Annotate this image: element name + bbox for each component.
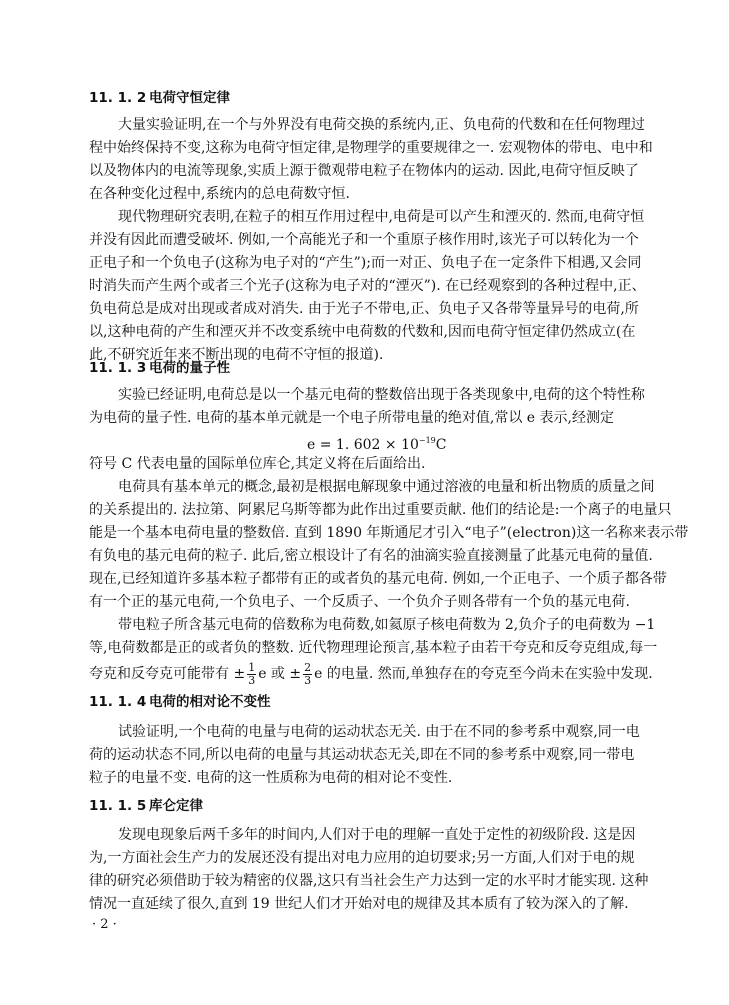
paragraph-line: 为电荷的量子性. 电荷的基本单元就是一个电子所带电量的绝对值,常以 e 表示,经测定 <box>89 410 614 426</box>
section-number: 11. 1. 5 <box>89 798 147 814</box>
paragraph-line: 正电子和一个负电子(这称为电子对的“产生”);而一对正、负电子在一定条件下相遇,又会同 <box>89 255 642 271</box>
paragraph-line: 现代物理研究表明,在粒子的相互作用过程中,电荷是可以产生和湮灭的. 然而,电荷守恒 <box>118 209 645 225</box>
equation-elementary-charge <box>307 431 447 455</box>
section-title: 电荷的量子性 <box>149 360 230 376</box>
text-segment: e 的电量. 然而,单独存在的夸克至今尚未在实验中发现. <box>314 666 653 682</box>
paragraph-line: 有负电的基元电荷的粒子. 此后,密立根设计了有名的油滴实验直接测量了此基元电荷的量值. <box>89 548 653 564</box>
paragraph-line: 能是一个基本电荷电量的整数倍. 直到 1890 年斯通尼才引入“电子”(electron)这一名称来表示带 <box>89 525 689 541</box>
paragraph-line: 此,不研究近年来不断出现的电荷不守恒的报道). <box>89 347 384 363</box>
paragraph-line-with-fractions <box>89 660 653 688</box>
paragraph-line: 时消失而产生两个或者三个光子(这称为电子对的“湮灭”). 在已经观察到的各种过程中,正、 <box>89 278 646 294</box>
fraction-two-thirds <box>303 662 312 687</box>
fraction-denominator: 3 <box>304 673 312 687</box>
paragraph-line: 以及物体内的电流等现象,实质上源于微观带电粒子在物体内的运动. 因此,电荷守恒反映了 <box>89 163 639 179</box>
paragraph-line: 律的研究必须借助于较为精密的仪器,这只有当社会生产力达到一定的水平时才能实现. 这种 <box>89 873 649 889</box>
paragraph-line: 带电粒子所含基元电荷的倍数称为电荷数,如氦原子核电荷数为 2,负介子的电荷数为 −1 <box>118 617 656 633</box>
paragraph-line: 情况一直延续了很久,直到 19 世纪人们才开始对电的规律及其本质有了较为深入的了解. <box>89 896 629 912</box>
paragraph-line: 实验已经证明,电荷总是以一个基元电荷的整数倍出现于各类现象中,电荷的这个特性称 <box>118 387 645 403</box>
paragraph-line: 的关系提出的. 法拉第、阿累尼乌斯等都为此作出过重要贡献. 他们的结论是:一个离子的电量只 <box>89 502 672 518</box>
section-number: 11. 1. 4 <box>89 694 147 710</box>
paragraph-line: 在各种变化过程中,系统内的总电荷数守恒. <box>89 186 350 202</box>
section-title: 电荷守恒定律 <box>149 90 230 106</box>
fraction-numerator: 1 <box>248 660 256 674</box>
fraction-numerator: 2 <box>304 660 312 674</box>
section-heading-11-1-2 <box>89 88 230 108</box>
fraction-one-third <box>247 662 256 687</box>
paragraph-line: 大量实验证明,在一个与外界没有电荷交换的系统内,正、负电荷的代数和在任何物理过 <box>118 117 645 133</box>
paragraph-line: 符号 C 代表电量的国际单位库仑,其定义将在后面给出. <box>89 456 426 472</box>
section-heading-11-1-4 <box>89 692 271 712</box>
equation-unit: C <box>435 437 447 453</box>
paragraph-line: 粒子的电量不变. 电荷的这一性质称为电荷的相对论不变性. <box>89 770 453 786</box>
equation-exponent: −19 <box>418 436 436 445</box>
section-title: 电荷的相对论不变性 <box>149 694 271 710</box>
paragraph-line: 程中始终保持不变,这称为电荷守恒定律,是物理学的重要规律之一. 宏观物体的带电、电中和 <box>89 140 653 156</box>
paragraph-line: 电荷具有基本单元的概念,最初是根据电解现象中通过溶液的电量和析出物质的质量之间 <box>118 479 655 495</box>
paragraph-line: 等,电荷数都是正的或者负的整数. 近代物理理论预言,基本粒子由若干夸克和反夸克组成,每一 <box>89 640 658 656</box>
section-title: 库仑定律 <box>149 798 203 814</box>
paragraph-line: 为,一方面社会生产力的发展还没有提出对电力应用的迫切要求;另一方面,人们对于电的规 <box>89 850 635 866</box>
paragraph-line: 有一个正的基元电荷,一个负电子、一个反质子、一个负介子则各带有一个负的基元电荷. <box>89 594 630 610</box>
paragraph-line: 试验证明,一个电荷的电量与电荷的运动状态无关. 由于在不同的参考系中观察,同一电 <box>118 724 640 740</box>
paragraph-line: 以,这种电荷的产生和湮灭并不改变系统中电荷数的代数和,因而电荷守恒定律仍然成立(在 <box>89 324 636 340</box>
equation-body: e = 1. 602 × 10 <box>307 437 419 453</box>
section-number: 11. 1. 2 <box>89 90 147 106</box>
section-heading-11-1-5 <box>89 796 203 816</box>
page-number: · 2 · <box>92 917 117 932</box>
fraction-denominator: 3 <box>248 673 256 687</box>
section-number: 11. 1. 3 <box>89 360 147 376</box>
paragraph-line: 并没有因此而遭受破坏. 例如,一个高能光子和一个重原子核作用时,该光子可以转化为一个 <box>89 232 639 248</box>
paragraph-line: 现在,已经知道许多基本粒子都带有正的或者负的基元电荷. 例如,一个正电子、一个质子都各带 <box>89 571 667 587</box>
text-segment: 夸克和反夸克可能带有 ± <box>89 666 246 682</box>
paragraph-line: 负电荷总是成对出现或者成对消失. 由于光子不带电,正、负电子又各带等量异号的电荷,所 <box>89 301 639 317</box>
paragraph-line: 荷的运动状态不同,所以电荷的电量与其运动状态无关,即在不同的参考系中观察,同一带电 <box>89 747 635 763</box>
section-heading-11-1-3 <box>89 358 230 378</box>
text-segment: e 或 ± <box>258 666 302 682</box>
paragraph-line: 发现电现象后两千多年的时间内,人们对于电的理解一直处于定性的初级阶段. 这是因 <box>118 827 636 843</box>
